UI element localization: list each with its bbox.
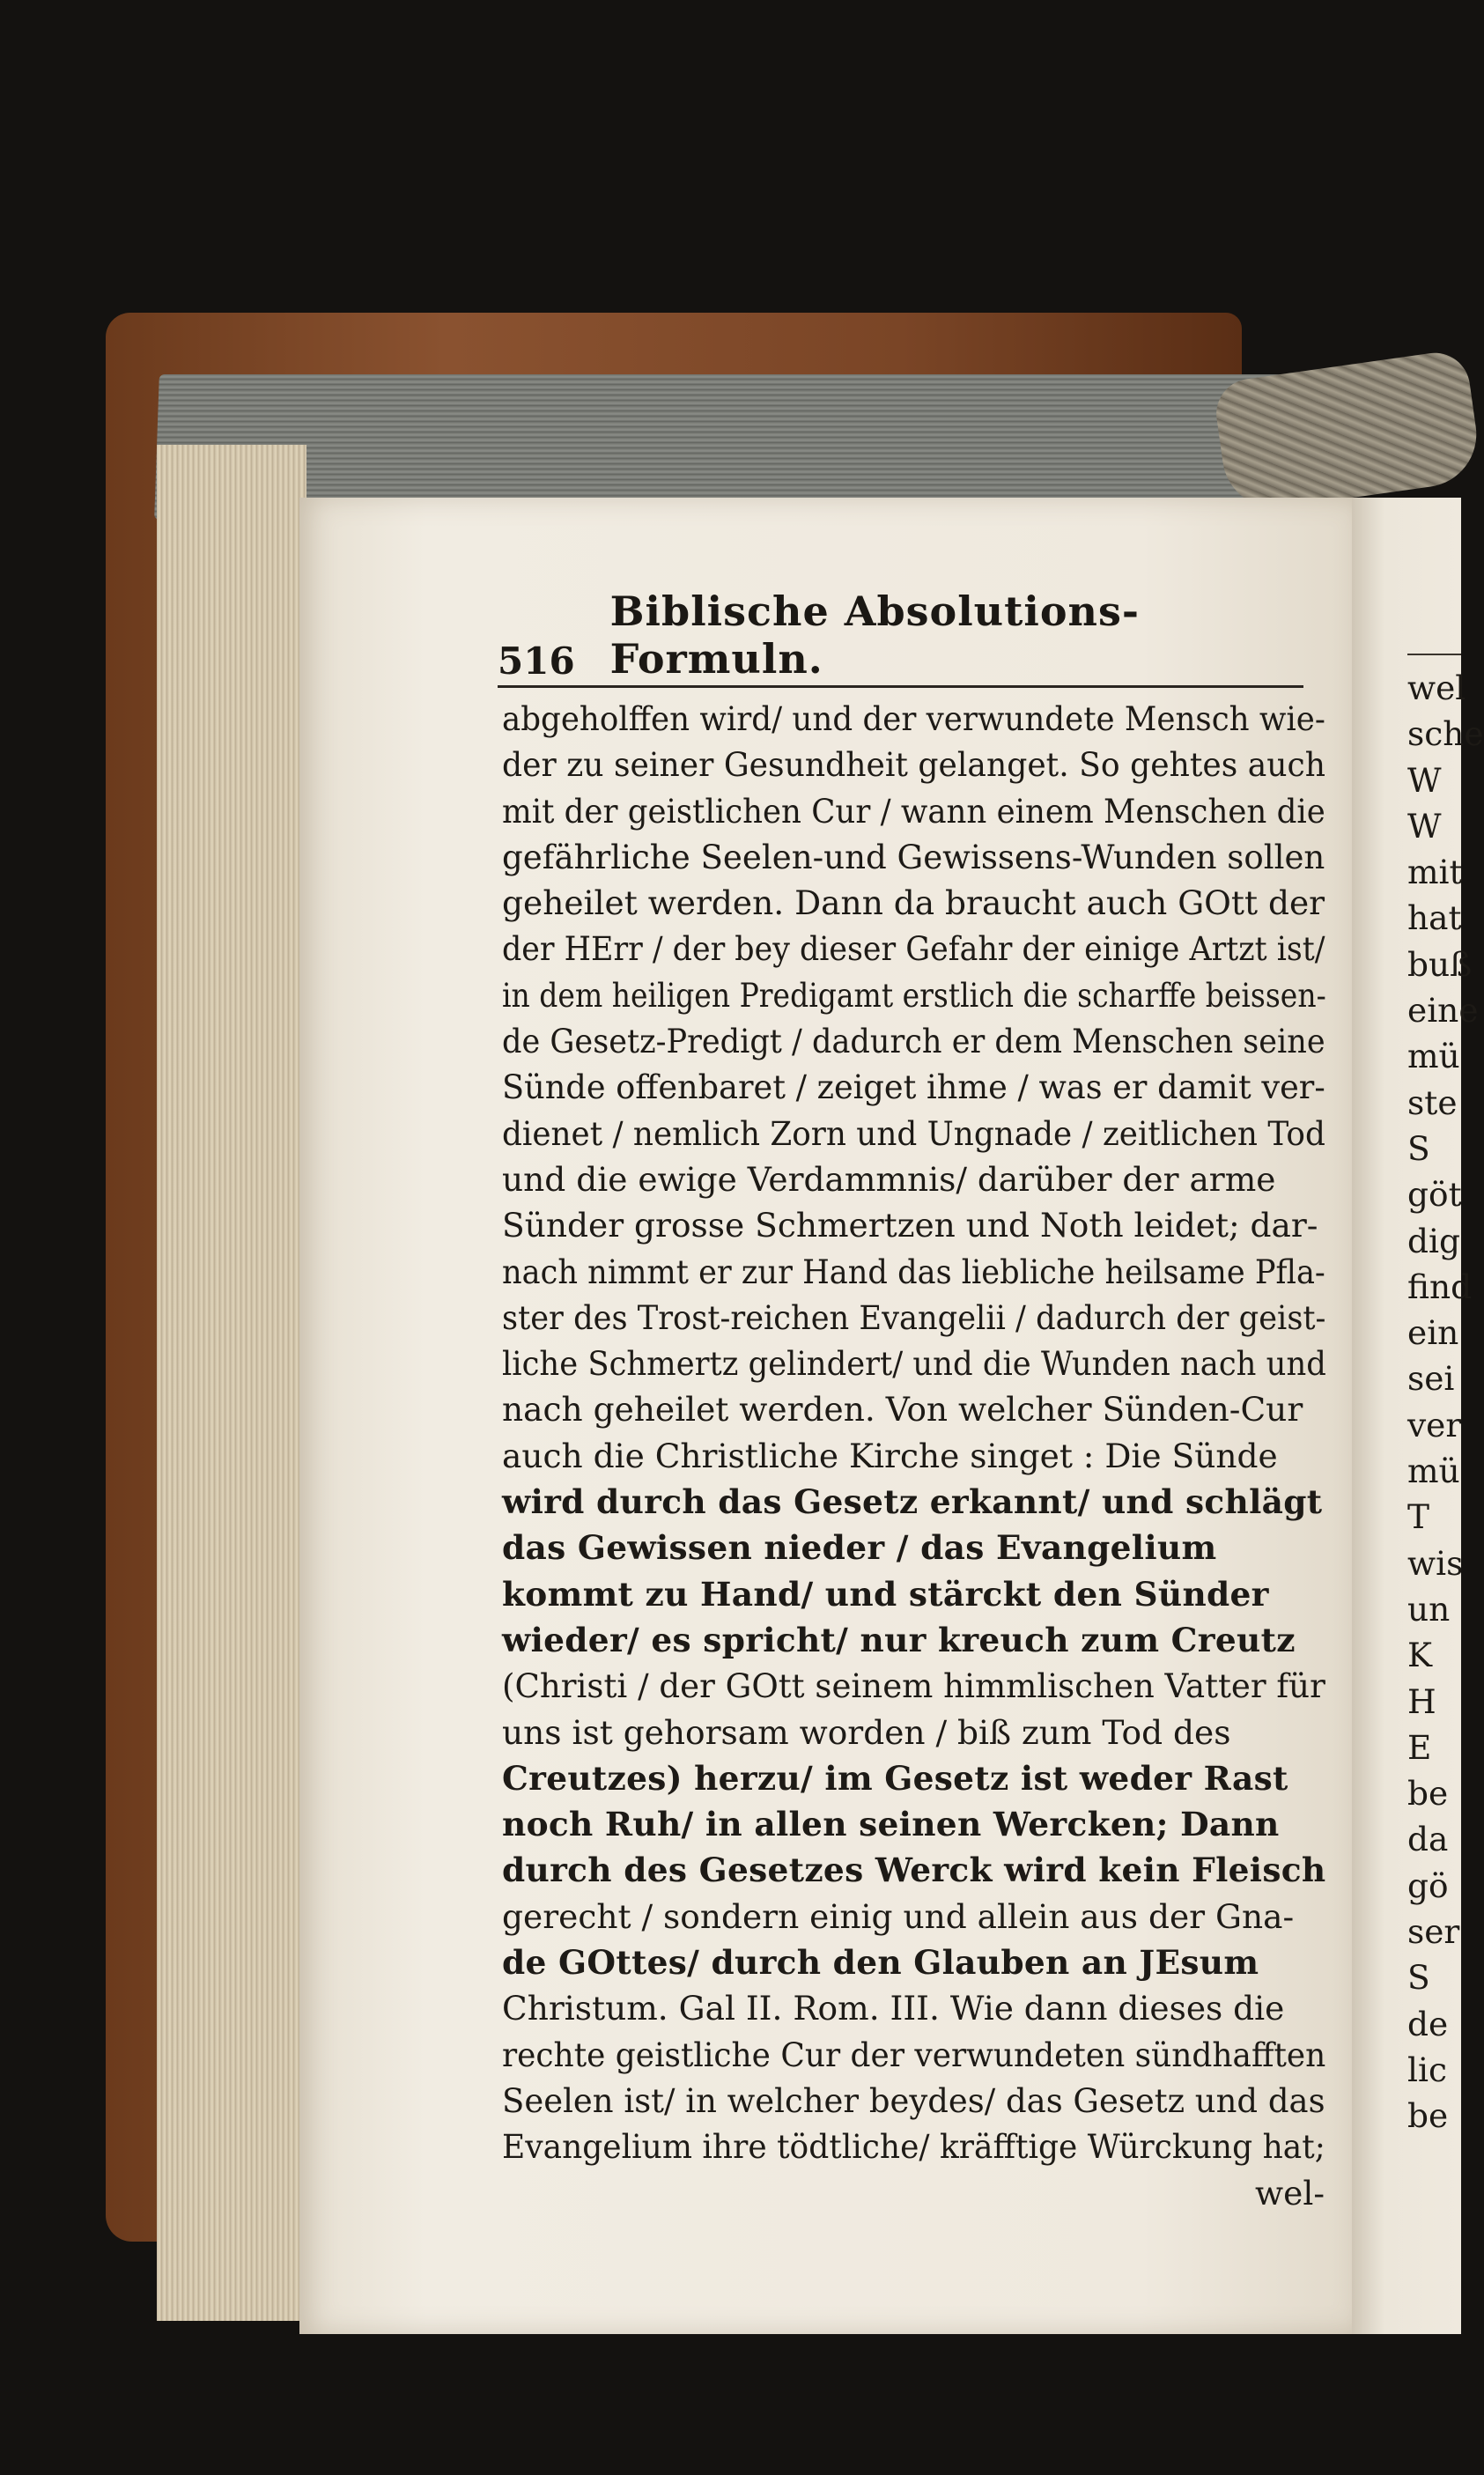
facing-line: buß	[1407, 944, 1473, 984]
facing-line: ste	[1407, 1082, 1458, 1122]
facing-line: W	[1407, 760, 1442, 800]
facing-line: wel	[1407, 669, 1466, 707]
text-line: Seelen ist/ in welcher beydes/ das Gesetz und das	[502, 2080, 1325, 2120]
facing-line: ser	[1407, 1912, 1460, 1952]
text-line: rechte geistliche Cur der verwundeten sündhafften	[502, 2035, 1326, 2074]
running-title: Biblische Absolutions-Formuln.	[609, 587, 1140, 683]
text-line: noch Ruh/ in allen seinen Wercken; Dann	[502, 1805, 1280, 1844]
text-line: Sünder grosse Schmertzen und Noth leidet; dar-	[502, 1206, 1318, 1245]
facing-line: de	[1407, 2004, 1449, 2043]
facing-line: sche	[1407, 714, 1484, 754]
facing-line: un	[1407, 1589, 1451, 1629]
text-line: uns ist gehorsam worden / biß zum Tod des	[502, 1712, 1231, 1752]
text-line: nach nimmt er zur Hand das liebliche heilsame Pfla-	[502, 1252, 1325, 1291]
facing-line: find	[1407, 1267, 1473, 1306]
text-line: auch die Christliche Kirche singet : Die Sünde	[502, 1436, 1278, 1475]
facing-line: ein	[1407, 1313, 1459, 1353]
facing-line: W	[1407, 806, 1442, 846]
text-line: in dem heiligen Predigamt erstlich die scharffe beissen-	[502, 975, 1326, 1015]
facing-line: da	[1407, 1820, 1449, 1859]
facing-line: E	[1407, 1727, 1432, 1767]
text-line: Creutzes) herzu/ im Gesetz ist weder Rast	[502, 1758, 1288, 1798]
left-page-edges	[157, 445, 306, 2321]
facing-line: dig	[1407, 1221, 1461, 1260]
body-text	[502, 696, 1330, 2216]
facing-line: S	[1407, 1128, 1430, 1168]
text-line: geheilet werden. Dann da braucht auch GOtt der	[502, 883, 1325, 923]
text-line: durch des Gesetzes Werck wird kein Fleisch	[502, 1851, 1326, 1890]
text-line: (Christi / der GOtt seinem himmlischen Vatter für	[502, 1666, 1325, 1706]
text-line: der zu seiner Gesundheit gelanget. So gehtes auch	[502, 745, 1326, 785]
text-line: kommt zu Hand/ und stärckt den Sünder	[502, 1574, 1269, 1614]
facing-line: H	[1407, 1681, 1436, 1721]
facing-line: sei	[1407, 1359, 1455, 1399]
text-line: Christum. Gal II. Rom. III. Wie dann dieses die	[502, 1989, 1285, 2028]
facing-header-rule	[1407, 654, 1461, 655]
text-line: wieder/ es spricht/ nur kreuch zum Creutz	[502, 1620, 1296, 1659]
text-line: ster des Trost-reichen Evangelii / dadurch der geist-	[502, 1297, 1326, 1337]
facing-line: be	[1407, 1774, 1449, 1814]
facing-line: mü	[1407, 1037, 1460, 1076]
facing-line: K	[1407, 1636, 1433, 1675]
text-line: liche Schmertz gelindert/ und die Wunden nach und	[502, 1344, 1326, 1384]
facing-page-text	[1407, 665, 1484, 2139]
catchword: wel-	[1255, 2173, 1325, 2213]
page-number: 516	[498, 639, 575, 683]
facing-line: göt	[1407, 1175, 1462, 1215]
text-line: wird durch das Gesetz erkannt/ und schlägt	[502, 1482, 1323, 1522]
header-rule	[498, 685, 1303, 688]
text-line: und die ewige Verdammnis/ darüber der arme	[502, 1159, 1276, 1199]
text-line: nach geheilet werden. Von welcher Sünden-Cur	[502, 1390, 1303, 1430]
text-line: Sünde offenbaret / zeiget ihme / was er damit ver-	[502, 1068, 1325, 1107]
text-line: de GOttes/ durch den Glauben an JEsum	[502, 1943, 1259, 1983]
facing-line: lic	[1407, 2050, 1447, 2089]
facing-line: S	[1407, 1958, 1430, 1998]
facing-line: T	[1407, 1497, 1430, 1537]
facing-line: mü	[1407, 1452, 1460, 1491]
text-line: Evangelium ihre tödtliche/ kräfftige Würckung hat;	[502, 2127, 1325, 2167]
facing-line: hat	[1407, 898, 1462, 938]
text-line: de Gesetz-Predigt / dadurch er dem Menschen seine	[502, 1022, 1325, 1061]
text-line: der HErr / der bey dieser Gefahr der einige Artzt ist/	[502, 929, 1325, 969]
facing-line: mit	[1407, 853, 1463, 892]
text-line: mit der geistlichen Cur / wann einem Menschen die	[502, 791, 1325, 831]
text-line: das Gewissen nieder / das Evangelium	[502, 1528, 1217, 1568]
text-line: gerecht / sondern einig und allein aus der Gna-	[502, 1896, 1295, 1936]
page-header	[498, 587, 1308, 683]
bookmark-ribbon	[1212, 349, 1483, 515]
facing-line: wis	[1407, 1543, 1464, 1583]
facing-line: ver	[1407, 1405, 1462, 1444]
facing-line: eine	[1407, 991, 1479, 1031]
facing-line: gö	[1407, 1865, 1449, 1905]
text-line: gefährliche Seelen-und Gewissens-Wunden sollen	[502, 837, 1325, 876]
text-line: abgeholffen wird/ und der verwundete Mensch wie-	[502, 699, 1325, 738]
text-line: dienet / nemlich Zorn und Ungnade / zeitlichen Tod	[502, 1113, 1325, 1153]
facing-line: be	[1407, 2096, 1449, 2136]
